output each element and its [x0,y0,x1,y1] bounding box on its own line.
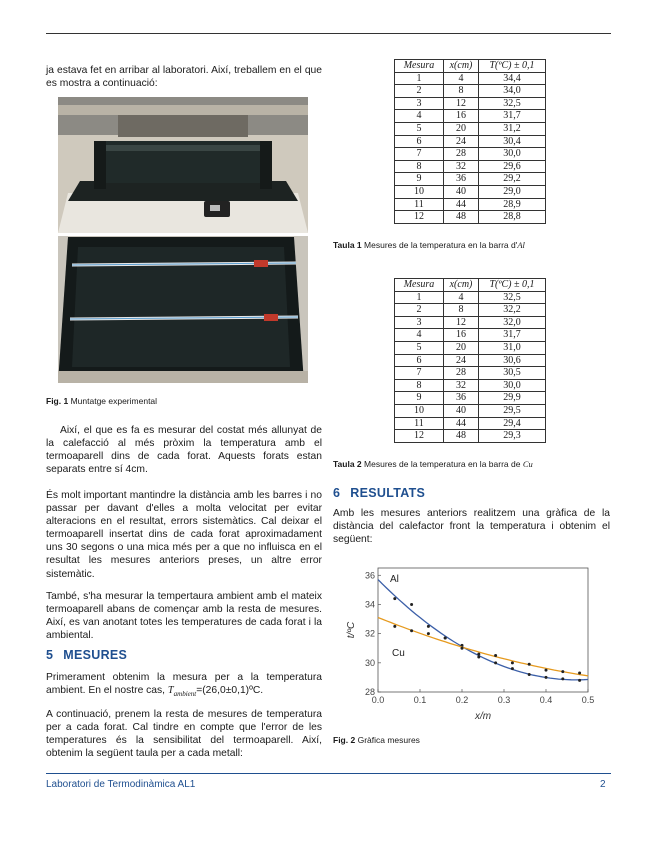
table-aluminium [394,59,546,224]
y-tick-label: 30 [364,657,375,668]
figure2-caption: Fig. 2 Gràfica mesures [333,735,420,745]
table-cell: 30,6 [479,354,546,367]
table-cell: 20 [444,122,479,135]
data-point-al [494,661,497,664]
footer-rule [46,773,611,774]
data-point-al [545,676,548,679]
data-point-cu [494,654,497,657]
table-cell: 5 [395,122,444,135]
table-cell: 32,2 [479,304,546,317]
table-cell: 8 [395,379,444,392]
table-cell: 12 [395,211,444,224]
table-cell: 16 [444,110,479,123]
table-cell: 3 [395,316,444,329]
table-cell: 36 [444,392,479,405]
table-row [395,135,546,148]
table-cell: 48 [444,211,479,224]
table-cell: 4 [444,291,479,304]
table-cell: 29,0 [479,185,546,198]
data-point-al [393,597,396,600]
table-cell: 5 [395,341,444,354]
table-cell: 4 [395,329,444,342]
table-cell: 2 [395,304,444,317]
table-row [395,379,546,392]
data-point-al [427,625,430,628]
table-cell: 30,4 [479,135,546,148]
series-label-cu: Cu [392,648,405,659]
table-cell: 29,2 [479,173,546,186]
table-cell: 44 [444,198,479,211]
table-row [395,160,546,173]
y-tick-label: 34 [364,599,375,610]
paragraph-results: Amb les mesures anteriors realitzem una gràfica de la distància del calefactor front la temperatura i obtenim el següent: [333,508,610,546]
table-cell: 34,4 [479,72,546,85]
y-tick-label: 28 [364,687,375,697]
x-tick-label: 0.4 [539,695,553,705]
table1-caption: Taula 1 Mesures de la temperatura en la barra d'Al [333,240,525,250]
x-tick-label: 0.3 [497,695,511,705]
table-cell: 11 [395,417,444,430]
table-row [395,304,546,317]
table-row [395,430,546,443]
table-cell: 2 [395,85,444,98]
table-cell: 29,6 [479,160,546,173]
table-row [395,404,546,417]
table-cell: 29,3 [479,430,546,443]
data-point-al [410,603,413,606]
data-point-al [528,673,531,676]
table-row [395,148,546,161]
table-cell: 9 [395,173,444,186]
table-header-row: Mesura x(cm) T(ºC) ± 0,1 [395,60,546,73]
figure1-caption: Fig. 1 Muntatge experimental [46,396,158,406]
table-cell: 28,9 [479,198,546,211]
section-6-heading: 6 RESULTATS [333,486,426,500]
paragraph-ambient-value: Primerament obtenim la mesura per a la temperatura ambient. En el nostre cas, $T_{ambient}=(26,0\pm 0,1)ºC$. [46,672,322,699]
page-number: 2 [600,779,606,790]
table-cell: 31,2 [479,122,546,135]
table-cell: 20 [444,341,479,354]
table-cell: 9 [395,392,444,405]
table-cell: 8 [395,160,444,173]
table-row [395,417,546,430]
table-row [395,367,546,380]
x-tick-label: 0.0 [371,695,385,705]
table-cell: 7 [395,367,444,380]
data-point-cu [545,669,548,672]
table-cell: 44 [444,417,479,430]
table-cell: 11 [395,198,444,211]
table-cell: 29,9 [479,392,546,405]
table-cell: 31,7 [479,110,546,123]
table-row [395,392,546,405]
table-cell: 1 [395,291,444,304]
data-point-al [511,667,514,670]
data-point-al [477,655,480,658]
data-point-cu [410,629,413,632]
table-row [395,85,546,98]
table-row [395,72,546,85]
table-cell: 31,0 [479,341,546,354]
data-point-cu [444,637,447,640]
table-row [395,354,546,367]
table-cell: 30,0 [479,379,546,392]
table-cell: 40 [444,185,479,198]
table-row [395,198,546,211]
table-cell: 28 [444,367,479,380]
table-cell: 28 [444,148,479,161]
x-tick-label: 0.1 [413,695,427,705]
table-cell: 28,8 [479,211,546,224]
y-tick-label: 36 [364,570,375,581]
header-rule [46,33,611,34]
table-cell: 8 [444,85,479,98]
data-point-al [561,677,564,680]
x-axis-label: x/m [474,711,492,722]
table-cell: 12 [444,316,479,329]
data-point-al [578,679,581,682]
table-cell: 16 [444,329,479,342]
table-header-row: Mesura x(cm) T(ºC) ± 0,1 [395,279,546,292]
table-cell: 30,0 [479,148,546,161]
table-cell: 48 [444,430,479,443]
paragraph-distance: És molt important mantindre la distància amb les barres i no passar per davant d'elles a molta velocitat per evitar alteracions en el resultat, errors sistemàtics. Cal deixar el termoaparell insertat dins de cada forat aproximadament uns 30 segons o una mica més per a que no influisca en el resultat les mesures anteriors preses, un altre error sistemàtic. [46,490,322,580]
fit-curve-cu [378,618,588,676]
table-cell: 32,5 [479,291,546,304]
paragraph-table-intro: A continuació, prenem la resta de mesures de temperatura per a cada forat. Cal tindre en compte que l'error de les temperatures és la sensibilitat del termoaparell. Així, obtenim la següent taula per a cada metall: [46,709,322,760]
table-copper [394,278,546,443]
section-5-heading: 5 MESURES [46,648,128,662]
data-point-cu [578,672,581,675]
table-cell: 12 [395,430,444,443]
table-cell: 7 [395,148,444,161]
series-label-al: Al [390,574,399,585]
table-cell: 36 [444,173,479,186]
intro-paragraph: ja estava fet en arribar al laboratori. Així, treballem en el que es mostra a continuació: [46,65,322,90]
table-cell: 24 [444,135,479,148]
paragraph-ambient: També, s'ha mesurar la tempertaura ambient amb el mateix termoaparell abans de començar amb la resta de mesures. Així, es van anotant totes les temperatures de cada forat i la ambiental. [46,591,322,642]
table-cell: 3 [395,97,444,110]
data-point-cu [561,670,564,673]
data-point-cu [511,661,514,664]
table-cell: 34,0 [479,85,546,98]
table-cell: 32,5 [479,97,546,110]
table-cell: 32 [444,379,479,392]
table-cell: 12 [444,97,479,110]
paragraph-measurement: Així, el que es fa es mesurar del costat més allunyat de la calefacció al més pròxim la temperatura amb el termoaparell dins de cada forat. Aquests forats estan separats entre sí 4cm. [46,425,322,476]
temperature-chart [340,560,605,730]
table-row [395,97,546,110]
table-cell: 31,7 [479,329,546,342]
table-cell: 24 [444,354,479,367]
data-point-cu [528,663,531,666]
table-cell: 30,5 [479,367,546,380]
data-point-cu [393,625,396,628]
table-row [395,211,546,224]
table-cell: 4 [444,72,479,85]
y-axis-label: t/ºC [346,621,357,639]
data-point-cu [427,632,430,635]
table-row [395,122,546,135]
table-row [395,316,546,329]
table-cell: 32,0 [479,316,546,329]
table-row [395,291,546,304]
table-cell: 40 [444,404,479,417]
table-cell: 8 [444,304,479,317]
y-tick-label: 32 [364,628,375,639]
table-cell: 4 [395,110,444,123]
table-cell: 10 [395,185,444,198]
table-cell: 1 [395,72,444,85]
table-cell: 6 [395,135,444,148]
data-point-cu [461,647,464,650]
x-tick-label: 0.2 [455,695,469,705]
table-row [395,329,546,342]
table-cell: 29,5 [479,404,546,417]
table-cell: 29,4 [479,417,546,430]
table-row [395,110,546,123]
table-row [395,173,546,186]
table-row [395,185,546,198]
experiment-photo [58,97,308,383]
footer-title: Laboratori de Termodinàmica AL1 [46,779,196,790]
table-row [395,341,546,354]
table-cell: 6 [395,354,444,367]
table2-caption: Taula 2 Mesures de la temperatura en la barra de Cu [333,459,533,469]
x-tick-label: 0.5 [581,695,595,705]
table-cell: 10 [395,404,444,417]
table-cell: 32 [444,160,479,173]
data-point-cu [477,653,480,656]
